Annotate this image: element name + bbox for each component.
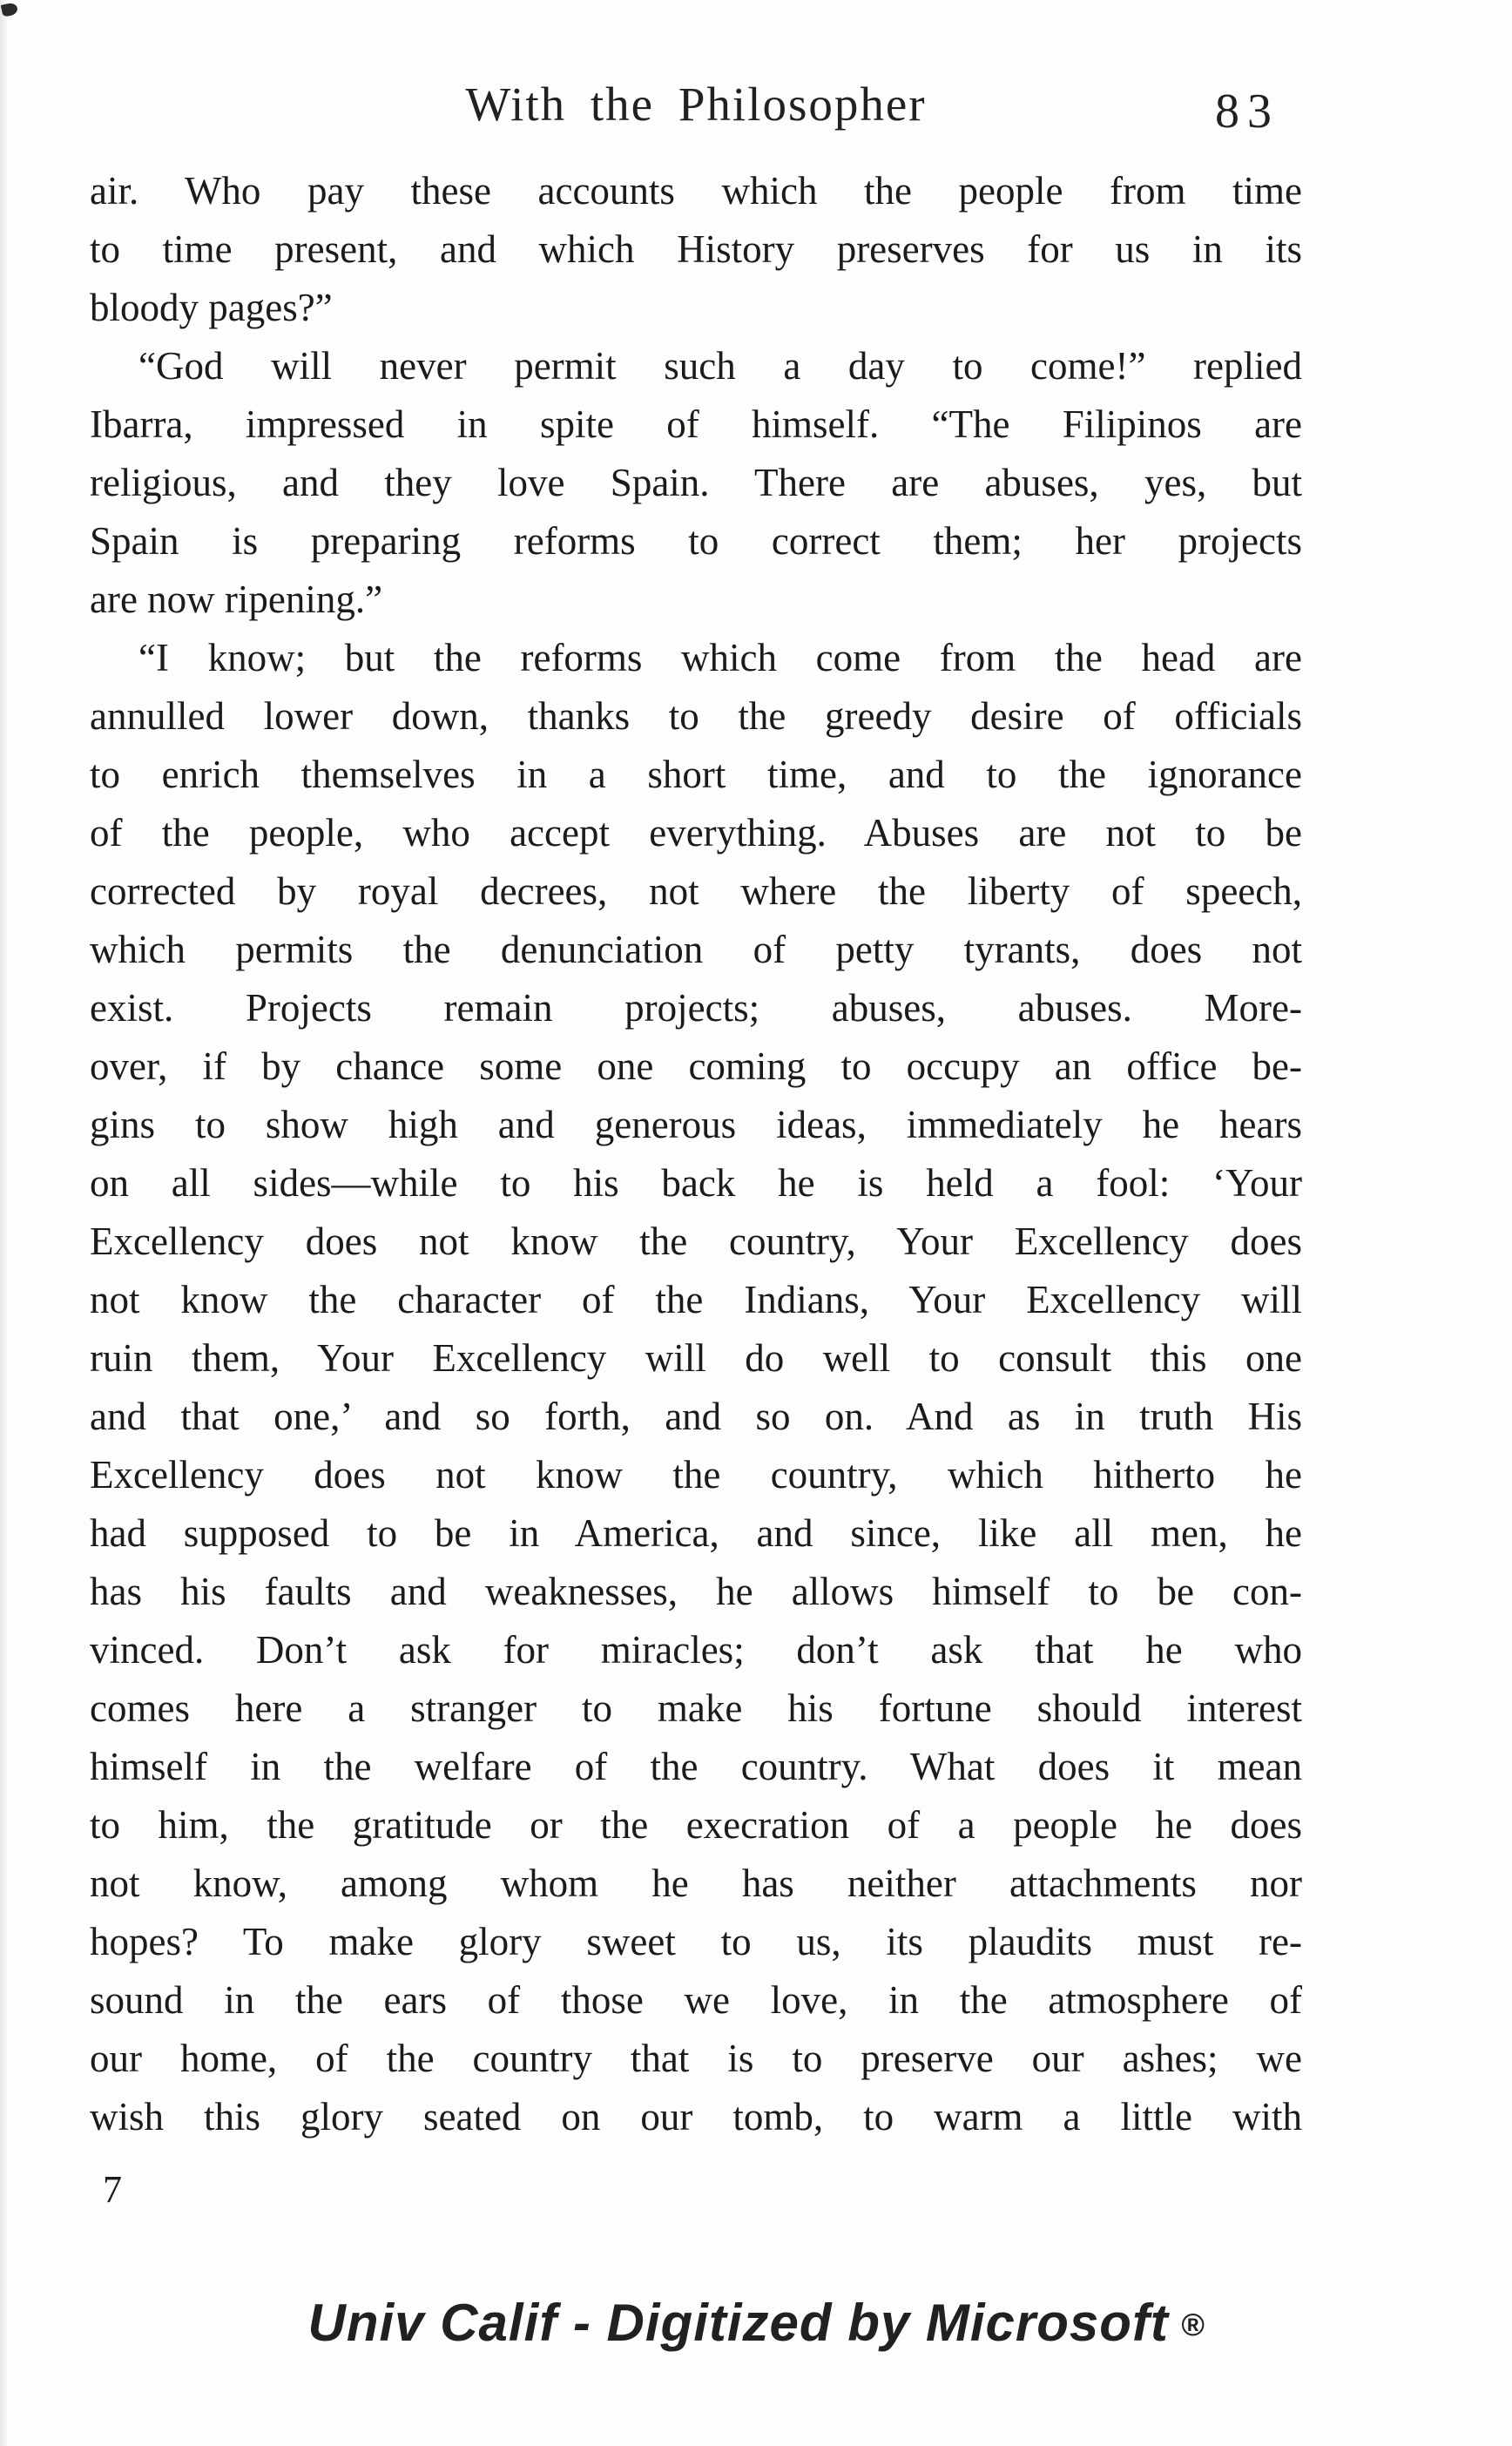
text-line: are now ripening.”: [90, 578, 383, 621]
text-line: comes here a stranger to make his fortune should interest: [90, 1686, 1302, 1730]
text-line: Excellency does not know the country, which hitherto he: [90, 1453, 1302, 1497]
paragraph: [90, 629, 1302, 2146]
text-line: corrected by royal decrees, not where the liberty of speech,: [90, 869, 1302, 913]
text-line: “I know; but the reforms which come from the head are: [138, 636, 1302, 679]
page-body: [90, 162, 1302, 2146]
digitization-watermark: [16, 2293, 1496, 2353]
text-line: air. Who pay these accounts which the people from time: [90, 169, 1302, 213]
text-line: Spain is preparing reforms to correct them; her projects: [90, 519, 1302, 563]
text-line: to time present, and which History preserves for us in its: [90, 227, 1302, 271]
text-line: to him, the gratitude or the execration of a people he does: [90, 1803, 1302, 1847]
text-line: on all sides—while to his back he is held a fool: ‘Your: [90, 1161, 1302, 1205]
text-line: Ibarra, impressed in spite of himself. “The Filipinos are: [90, 402, 1302, 446]
text-line: not know, among whom he has neither attachments nor: [90, 1862, 1302, 1905]
text-line: religious, and they love Spain. There are abuses, yes, but: [90, 461, 1302, 504]
text-line: bloody pages?”: [90, 286, 333, 329]
text-line: exist. Projects remain projects; abuses, abuses. More-: [90, 986, 1302, 1030]
text-line: to enrich themselves in a short time, and to the ignorance: [90, 753, 1302, 796]
watermark-text: Univ Calif - Digitized by Microsoft: [307, 2294, 1169, 2352]
paragraph: [90, 337, 1302, 629]
text-line: gins to show high and generous ideas, immediately he hears: [90, 1103, 1302, 1146]
paragraph: [90, 162, 1302, 337]
text-line: which permits the denunciation of petty tyrants, does not: [90, 928, 1302, 971]
running-head: [90, 77, 1302, 146]
chapter-title: With the Philosopher: [465, 78, 927, 131]
text-line: vinced. Don’t ask for miracles; don’t ask that he who: [90, 1628, 1302, 1672]
text-line: sound in the ears of those we love, in the atmosphere of: [90, 1978, 1302, 2022]
page-number: 83: [1215, 84, 1279, 139]
text-line: Excellency does not know the country, Your Excellency does: [90, 1220, 1302, 1263]
text-line: ruin them, Your Excellency will do well to consult this one: [90, 1336, 1302, 1380]
text-line: of the people, who accept everything. Abuses are not to be: [90, 811, 1302, 855]
signature-mark: 7: [103, 2168, 122, 2211]
registered-mark: ®: [1180, 2307, 1205, 2342]
text-line: had supposed to be in America, and since, like all men, he: [90, 1511, 1302, 1555]
text-line: hopes? To make glory sweet to us, its plaudits must re-: [90, 1920, 1302, 1963]
text-line: “God will never permit such a day to come!” replied: [138, 344, 1302, 388]
text-line: annulled lower down, thanks to the greedy desire of officials: [90, 694, 1302, 738]
text-line: not know the character of the Indians, Your Excellency will: [90, 1278, 1302, 1321]
text-line: wish this glory seated on our tomb, to warm a little with: [90, 2095, 1302, 2139]
scan-speck: [1, 2, 19, 17]
text-line: our home, of the country that is to preserve our ashes; we: [90, 2037, 1302, 2080]
scan-gutter-shadow: [0, 0, 9, 2446]
text-line: himself in the welfare of the country. What does it mean: [90, 1745, 1302, 1788]
text-line: over, if by chance some one coming to occupy an office be-: [90, 1044, 1302, 1088]
text-line: and that one,’ and so forth, and so on. And as in truth His: [90, 1395, 1302, 1438]
text-line: has his faults and weaknesses, he allows himself to be con-: [90, 1570, 1302, 1613]
